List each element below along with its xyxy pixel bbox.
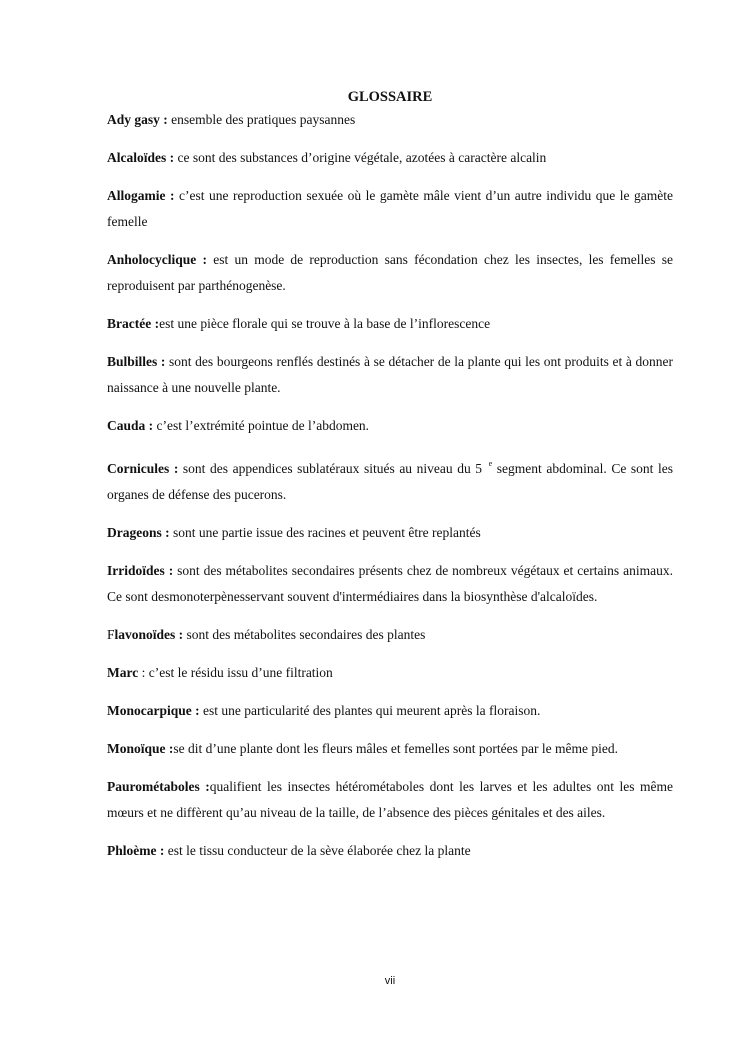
glossary-entry — [107, 183, 673, 235]
glossary-definition: est le tissu conducteur de la sève élaborée chez la plante — [164, 843, 471, 858]
glossary-definition: est une particularité des plantes qui meurent après la floraison. — [199, 703, 541, 718]
glossary-entry — [107, 698, 673, 724]
glossary-term-initial: F — [107, 627, 115, 642]
glossary-term: Marc — [107, 665, 139, 680]
glossary-term: Alcaloïdes : — [107, 150, 175, 165]
glossary-entry — [107, 247, 673, 299]
glossary-term: Ady gasy : — [107, 112, 168, 127]
glossary-term: Monoïque : — [107, 741, 174, 756]
glossary-term: Bractée : — [107, 316, 160, 331]
glossary-definition: sont des métabolites secondaires des plantes — [183, 627, 426, 642]
glossary-entry — [107, 145, 673, 171]
glossary-entry — [107, 774, 673, 826]
glossary-entry — [107, 622, 673, 648]
glossary-definition: : c’est le résidu issu d’une filtration — [138, 665, 333, 680]
glossary-entries — [107, 107, 673, 876]
glossary-term: Allogamie : — [107, 188, 175, 203]
glossary-term: Cornicules : — [107, 461, 179, 476]
glossary-term: Phloème : — [107, 843, 165, 858]
glossary-entry — [107, 558, 673, 610]
glossary-term: Anholocyclique : — [107, 252, 207, 267]
glossary-definition-continued: segment abdominal. Ce sont les organes de défense des pucerons. — [107, 461, 673, 502]
glossary-term: Monocarpique : — [107, 703, 200, 718]
glossary-term: lavonoïdes : — [114, 627, 184, 642]
glossary-definition: ensemble des pratiques paysannes — [167, 112, 356, 127]
glossary-entry — [107, 349, 673, 401]
glossary-term: Paurométaboles : — [107, 779, 210, 794]
glossary-definition: ce sont des substances d’origine végétale, azotées à caractère alcalin — [174, 150, 547, 165]
glossary-term: Bulbilles : — [107, 354, 166, 369]
glossary-definition: sont des métabolites secondaires présents chez de nombreux végétaux et certains animaux. Ce sont desmonoterpènesservant souvent d'intermédiaires dans la biosynthèse d'alcaloïdes. — [107, 563, 673, 604]
glossary-entry — [107, 451, 673, 508]
glossary-term: Irridoïdes : — [107, 563, 174, 578]
glossary-entry — [107, 413, 673, 439]
glossary-definition: qualifient les insectes hétérométaboles dont les larves et les adultes ont les même mœurs et ne diffèrent qu’au niveau de la taille, de l’absence des pièces génitales et des ailes. — [107, 779, 673, 820]
glossary-definition: se dit d’une plante dont les fleurs mâles et femelles sont portées par le même pied. — [173, 741, 619, 756]
glossary-definition: sont une partie issue des racines et peuvent être replantés — [169, 525, 481, 540]
glossary-entry — [107, 660, 673, 686]
glossary-definition: sont des appendices sublatéraux situés au niveau du 5 — [178, 461, 487, 476]
glossary-entry — [107, 838, 673, 864]
glossary-entry — [107, 520, 673, 546]
superscript: e — [488, 459, 493, 468]
page-number: vii — [384, 975, 396, 987]
page-title: GLOSSAIRE — [347, 89, 433, 105]
glossary-definition: sont des bourgeons renflés destinés à se détacher de la plante qui les ont produits et à donner naissance à une nouvelle plante. — [107, 354, 673, 395]
glossary-entry — [107, 311, 673, 337]
glossary-entry — [107, 736, 673, 762]
glossary-entry — [107, 107, 673, 133]
glossary-term: Cauda : — [107, 418, 154, 433]
glossary-definition: c’est une reproduction sexuée où le gamète mâle vient d’un autre individu que le gamète femelle — [107, 188, 673, 229]
glossary-definition: est un mode de reproduction sans fécondation chez les insectes, les femelles se reproduisent par parthénogenèse. — [107, 252, 673, 293]
glossary-term: Drageons : — [107, 525, 170, 540]
glossary-definition: c’est l’extrémité pointue de l’abdomen. — [153, 418, 370, 433]
glossary-definition: est une pièce florale qui se trouve à la base de l’inflorescence — [159, 316, 491, 331]
